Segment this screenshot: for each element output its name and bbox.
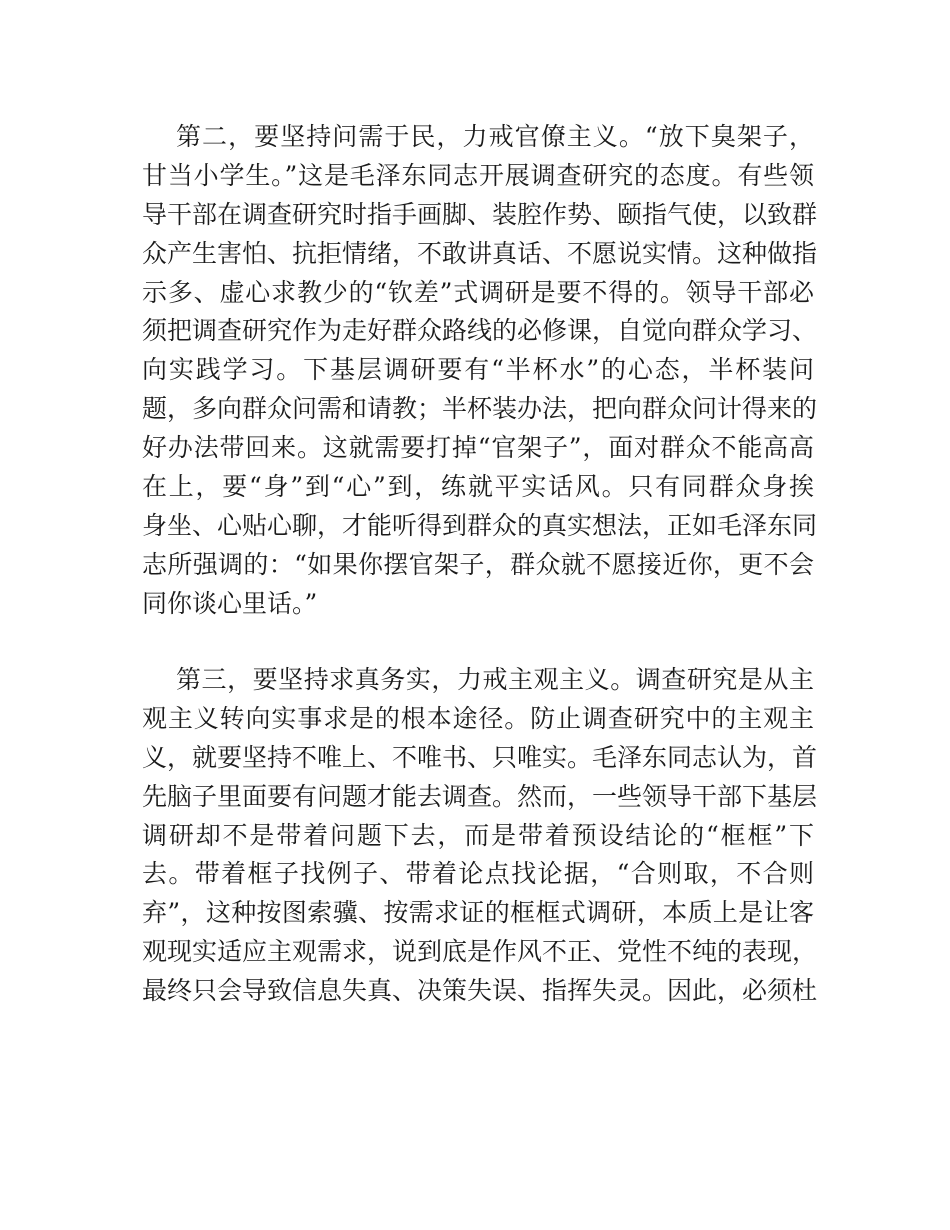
text-line: 题，多向群众问需和请教；半杯装办法，把向群众问计得来的: [142, 394, 818, 424]
text-line: 好办法带回来。这就需要打掉“官架子”，面对群众不能高高: [142, 433, 814, 463]
text-line: 观现实适应主观需求，说到底是作风不正、党性不纯的表现，: [142, 937, 818, 967]
text-line: 示多、虚心求教少的“钦差”式调研是要不得的。领导干部必: [142, 277, 814, 307]
text-line: 第二，要坚持问需于民，力戒官僚主义。“放下臭架子，: [176, 122, 814, 151]
text-line: 调研却不是带着问题下去，而是带着预设结论的“框框”下: [142, 820, 814, 850]
text-line: 须把调查研究作为走好群众路线的必修课，自觉向群众学习、: [142, 316, 818, 346]
paragraph-3-third-point: [142, 661, 818, 1011]
text-line: 在上，要“身”到“心”到，练就平实话风。只有同群众身挨: [142, 472, 814, 502]
text-line: 先脑子里面要有问题才能去调查。然而，一些领导干部下基层: [142, 781, 818, 811]
text-line: 向实践学习。下基层调研要有“半杯水”的心态，半杯装问: [142, 355, 814, 385]
paragraph-2-second-point: [142, 118, 818, 624]
text-line: 众产生害怕、抗拒情绪，不敢讲真话、不愿说实情。这种做指: [142, 238, 818, 268]
text-line: 同你谈心里话。”: [142, 588, 318, 618]
text-line: 义，就要坚持不唯上、不唯书、只唯实。毛泽东同志认为，首: [142, 742, 818, 772]
text-line: 导干部在调查研究时指手画脚、装腔作势、颐指气使，以致群: [142, 199, 818, 229]
text-line: 志所强调的：“如果你摆官架子，群众就不愿接近你，更不会: [142, 549, 814, 579]
text-line: 最终只会导致信息失真、决策失误、指挥失灵。因此，必须杜: [142, 976, 818, 1006]
text-line: 去。带着框子找例子、带着论点找论据，“合则取，不合则: [142, 859, 814, 889]
text-line: 第三，要坚持求真务实，力戒主观主义。调查研究是从主: [176, 665, 814, 694]
text-line: 弃”，这种按图索骥、按需求证的框框式调研，本质上是让客: [142, 898, 814, 928]
text-line: 身坐、心贴心聊，才能听得到群众的真实想法，正如毛泽东同: [142, 510, 818, 540]
text-line: 观主义转向实事求是的根本途径。防止调查研究中的主观主: [142, 703, 814, 733]
text-line: 甘当小学生。”这是毛泽东同志开展调查研究的态度。有些领: [142, 160, 814, 190]
